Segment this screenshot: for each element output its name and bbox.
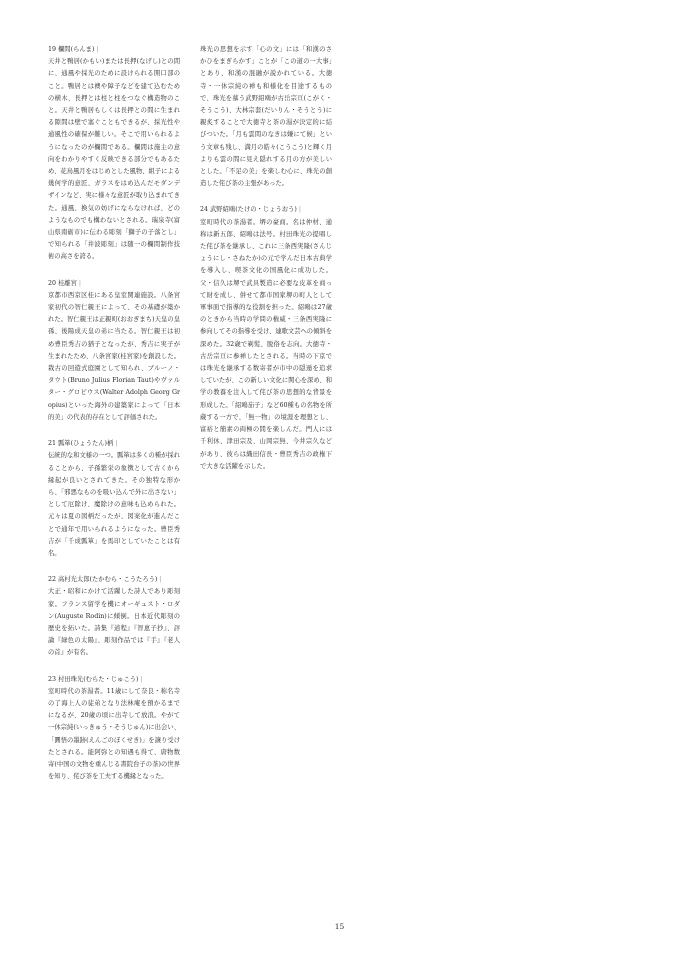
entry-heading [48, 44, 180, 56]
glossary-entry-katsura-rikyu [48, 278, 180, 424]
glossary-entry-hyotan-gara [48, 438, 180, 560]
entry-body: 大正・昭和にかけて活躍した詩人であり彫刻家。フランス留学を機にオーギュスト・ロダン(Auguste Rodin)に傾倒。日本近代彫刻の歴史を拓いた。詩集『道程』『智恵子抄』、評論『緑色の太陽』、彫刻作品では『手』『老人の首』が有名。 [48, 588, 180, 657]
entry-heading [48, 674, 180, 686]
entry-separator: | [140, 675, 143, 683]
entry-body: 天井と鴨居(かもい)または長押(なげし)との間に、通風や採光のために設けられる開口部のこと。鴨居とは襖や障子などを建て込むための横木、長押とは柱と柱をつなぐ構造物のこと。天井と鴨居もしくは長押との間に生まれる隙間は壁で塞ぐこともできるが、採光性や通風性の確保が難しい。そこで用いられるようになったのが欄間である。欄間は施主の意向をわかりやすく反映できる部分でもあるため、花鳥風月をはじめとした風物、組子による幾何学的意匠、ガラスをはめ込んだモダンデザインなど、実に様々な意匠が取り込まれてきた。通風、換気の妨げにならなければ、どのようなものでも構わないとされる。瑞泉寺(富山県南砺市)に伝わる彫刻「獅子の子落とし」で知られる「井波彫刻」は随一の欄間制作技術の高さを誇る。 [48, 58, 180, 261]
entry-title: 24 武野紹鴎(たけの・じょうおう) [200, 206, 297, 214]
left-column [48, 44, 180, 797]
entry-heading [48, 438, 180, 450]
entry-title: 20 桂離宮 [48, 279, 77, 287]
entry-title: 21 瓢箪(ひょうたん)柄 [48, 440, 114, 448]
glossary-entry-takamura-kotaro [48, 574, 180, 659]
glossary-entry-ranma [48, 44, 180, 264]
entry-body: 室町時代の茶湯者。堺の豪商。名は仲材、通称は新五郎、紹鴎は法号。村田珠光の提唱した侘び茶を継承し、これに三条西実隆(さんじょうにし・さねたか)の元で学んだ日本古典学を導入し、喫茶文化の国風化に成功した。父・信久は堺で武具製造に必要な皮革を商って財を成し、併せて都市国家堺の町人として軍事面で指導的な役割を担った。紹鴎は27歳のときから当時の学問の権威・三条西実隆に参向してその指導を受け、連歌文芸への傾斜を深めた。32歳で剃髪、脱俗を志向。大徳寺・古岳宗亘に参禅したとされる。当時の下京では珠光を継承する数寄者が市中の隠遁を追求していたが、この新しい文化に関心を深め、和学の教養を注入して侘び茶の思想的な背景を形成した。「紹鴎茄子」など60種もの名物を所蔵する一方で、「無一物」の境涯を理想とし、富裕と簡素の両極の間を楽しんだ。門人には千利休、津田宗及、山岡宗無、今井宗久などがあり、彼らは織田信長・豊臣秀吉の政権下で大きな活躍を示した。 [200, 218, 332, 470]
right-column [200, 44, 332, 487]
entry-body: 伝統的な和文様の一つ。瓢箪は多くの種が採れることから、子孫繁栄の象徴として古くから縁起が良いとされてきた。その独特な形から、「邪悪なものを吸い込んで外に出さない」として厄除け、魔除けの意味も込められた。元々は夏の図柄だったが、図案化が進んだことで通年で用いられるようになった。豊臣秀吉が「千成瓢箪」を馬印としていたことは有名。 [48, 452, 180, 557]
glossary-entry-murata-juko [48, 674, 180, 784]
entry-body: 京都市西京区桂にある皇室関連施設。八条宮家初代の智仁親王によって、その基礎が築かれた。智仁親王は正親町(おおぎまち)天皇の皇孫、後陽成天皇の弟に当たる。智仁親王は初め豊臣秀吉の猶子となったが、秀吉に実子が生まれたため、八条宮家(桂宮家)を創設した。栽古の回遊式庭園として知られ、ブルーノ・タウト(Bruno Julius Florian Taut)やヴァルター・グロピウス(Walter Adolph Georg Gropius)といった海外の建築家によって「日本的美」の代表的存在として評価された。 [48, 291, 180, 421]
entry-separator: | [96, 46, 99, 53]
entry-body: 室町時代の茶湯者。11歳にして奈良・称名寺の了海上人の徒弟となり法林庵を預かるまでになるが、20歳の頃に出寺して放浪。やがて一休宗純(いっきゅう・そうじゅん)に出会い、「圜悟の墨跡(えんごのぼくせき)」を譲り受けたとされる。能阿弥との知遇も得て、唐物数寄(中国の文物を重んじる書院台子の茶)の世界を知り、侘び茶を工夫する機縁となった。 [48, 687, 180, 781]
entry-title: 19 欄間(らんま) [48, 46, 95, 53]
entry-body: 珠光の思想を示す「心の文」には「和漢のさかひをまぎらかす」ことが「この道の一大事」とあり、和漢の混融が説かれている。大徳寺・一休宗純の禅も和様化を目途するもので、珠光を慕う武野紹鴎が古岳宗亘(こがく・そうこう)、大林宗套(だいりん・そうとう)に親炙することで大徳寺と茶の湯が決定的に結びついた。「月も雲間のなきは嫌にて候」という文章も残し、満月の皓々(こうこう)と輝く月よりも雲の間に見え隠れする月の方が美しいとした。「不足の美」を楽しむ心に、珠光の創造した侘び茶の主張があった。 [200, 46, 332, 188]
entry-separator: | [78, 279, 82, 287]
entry-heading [200, 204, 332, 216]
entry-title: 23 村田珠光(むらた・じゅこう) [48, 675, 139, 683]
entry-title: 22 高村光太郎(たかむら・こうたろう) [48, 576, 158, 584]
entry-heading [48, 278, 180, 290]
glossary-entry-takeno-joo [200, 204, 332, 472]
entry-heading [48, 574, 180, 586]
glossary-entry-murata-juko-continued [200, 44, 332, 190]
entry-separator: | [115, 440, 118, 448]
page-number: 15 [334, 922, 345, 931]
entry-separator: | [298, 206, 301, 214]
entry-separator: | [159, 576, 162, 584]
